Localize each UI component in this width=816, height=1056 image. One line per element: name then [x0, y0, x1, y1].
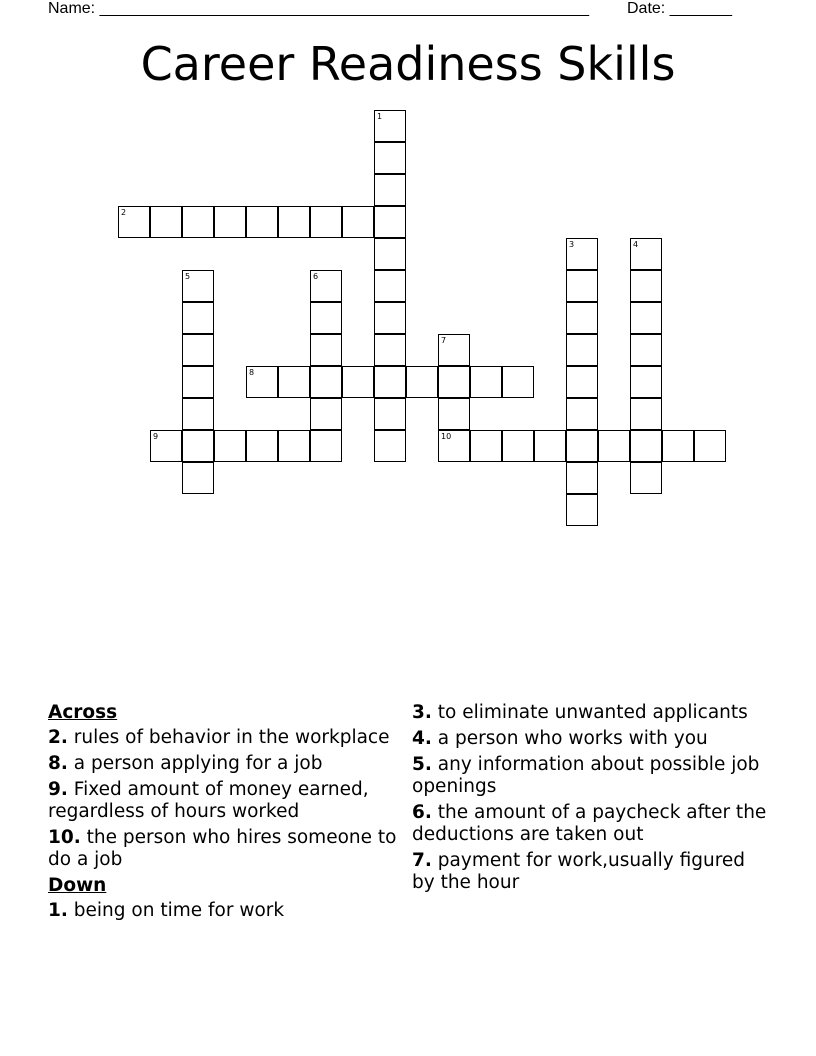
grid-cell[interactable] — [182, 302, 214, 334]
clue-down-3: 3. to eliminate unwanted applicants — [412, 702, 748, 723]
grid-cell[interactable] — [694, 430, 726, 462]
grid-cell[interactable] — [310, 366, 342, 398]
grid-cell[interactable] — [502, 430, 534, 462]
grid-cell[interactable] — [374, 110, 406, 142]
grid-cell[interactable] — [278, 366, 310, 398]
grid-cell[interactable] — [374, 270, 406, 302]
grid-cell[interactable] — [310, 398, 342, 430]
grid-cell[interactable] — [182, 366, 214, 398]
grid-cell[interactable] — [118, 206, 150, 238]
grid-cell[interactable] — [630, 270, 662, 302]
grid-cell[interactable] — [374, 430, 406, 462]
grid-cell[interactable] — [374, 302, 406, 334]
grid-cell[interactable] — [630, 238, 662, 270]
grid-cell[interactable] — [630, 302, 662, 334]
grid-cell[interactable] — [310, 430, 342, 462]
grid-cell[interactable] — [150, 206, 182, 238]
grid-cell[interactable] — [630, 430, 662, 462]
grid-cell[interactable] — [598, 430, 630, 462]
grid-cell[interactable] — [630, 398, 662, 430]
clue-number: 8 — [249, 368, 255, 377]
grid-cell[interactable] — [630, 462, 662, 494]
clue-across-9: 9. Fixed amount of money earned, regardless of hours worked — [48, 779, 369, 822]
grid-cell[interactable] — [310, 270, 342, 302]
grid-cell[interactable] — [150, 430, 182, 462]
grid-cell[interactable] — [374, 206, 406, 238]
grid-cell[interactable] — [182, 270, 214, 302]
grid-cell[interactable] — [310, 302, 342, 334]
clue-number: 10 — [441, 432, 452, 441]
grid-cell[interactable] — [566, 270, 598, 302]
grid-cell[interactable] — [374, 142, 406, 174]
across-heading: Across — [48, 702, 118, 723]
grid-cell[interactable] — [470, 430, 502, 462]
grid-cell[interactable] — [182, 462, 214, 494]
clues-right-column — [412, 702, 772, 898]
clue-number: 2 — [121, 208, 127, 217]
grid-cell[interactable] — [374, 174, 406, 206]
grid-cell[interactable] — [342, 366, 374, 398]
clue-across-10: 10. the person who hires someone to do a job — [48, 827, 397, 870]
grid-cell[interactable] — [502, 366, 534, 398]
grid-cell[interactable] — [438, 366, 470, 398]
grid-cell[interactable] — [182, 398, 214, 430]
clue-down-4: 4. a person who works with you — [412, 728, 708, 749]
grid-cell[interactable] — [182, 206, 214, 238]
grid-cell[interactable] — [438, 334, 470, 366]
grid-cell[interactable] — [566, 398, 598, 430]
clue-down-7: 7. payment for work,usually figured by the hour — [412, 850, 746, 893]
grid-cell[interactable] — [566, 334, 598, 366]
grid-cell[interactable] — [630, 366, 662, 398]
grid-cell[interactable] — [438, 398, 470, 430]
date-field: Date: _______ — [627, 0, 732, 17]
grid-cell[interactable] — [534, 430, 566, 462]
grid-cell[interactable] — [566, 302, 598, 334]
clue-number: 7 — [441, 336, 447, 345]
clue-number: 6 — [313, 272, 319, 281]
grid-cell[interactable] — [566, 430, 598, 462]
grid-cell[interactable] — [566, 462, 598, 494]
grid-cell[interactable] — [182, 334, 214, 366]
grid-cell[interactable] — [470, 366, 502, 398]
grid-cell[interactable] — [662, 430, 694, 462]
clues-left-column — [48, 702, 408, 926]
grid-cell[interactable] — [438, 430, 470, 462]
grid-cell[interactable] — [310, 206, 342, 238]
grid-cell[interactable] — [374, 366, 406, 398]
clue-down-5: 5. any information about possible job openings — [412, 754, 760, 797]
grid-cell[interactable] — [214, 206, 246, 238]
clue-number: 9 — [153, 432, 159, 441]
clue-across-2: 2. rules of behavior in the workplace — [48, 727, 390, 748]
clue-number: 3 — [569, 240, 575, 249]
clue-number: 4 — [633, 240, 639, 249]
clue-number: 1 — [377, 112, 383, 121]
grid-cell[interactable] — [566, 366, 598, 398]
grid-cell[interactable] — [182, 430, 214, 462]
grid-cell[interactable] — [246, 366, 278, 398]
clue-down-1: 1. being on time for work — [48, 900, 285, 921]
grid-cell[interactable] — [246, 430, 278, 462]
clue-across-8: 8. a person applying for a job — [48, 753, 323, 774]
name-field: Name: _______________________________________________________ — [48, 0, 589, 17]
grid-cell[interactable] — [374, 238, 406, 270]
grid-cell[interactable] — [310, 334, 342, 366]
grid-cell[interactable] — [566, 238, 598, 270]
grid-cell[interactable] — [630, 334, 662, 366]
grid-cell[interactable] — [278, 430, 310, 462]
grid-cell[interactable] — [342, 206, 374, 238]
grid-cell[interactable] — [278, 206, 310, 238]
clue-number: 5 — [185, 272, 191, 281]
grid-cell[interactable] — [374, 334, 406, 366]
page-title: Career Readiness Skills — [140, 37, 676, 91]
clue-down-6: 6. the amount of a paycheck after the deductions are taken out — [412, 802, 767, 845]
grid-cell[interactable] — [406, 366, 438, 398]
grid-cell[interactable] — [566, 494, 598, 526]
grid-cell[interactable] — [374, 398, 406, 430]
down-heading: Down — [48, 875, 107, 896]
grid-cell[interactable] — [214, 430, 246, 462]
grid-cell[interactable] — [246, 206, 278, 238]
